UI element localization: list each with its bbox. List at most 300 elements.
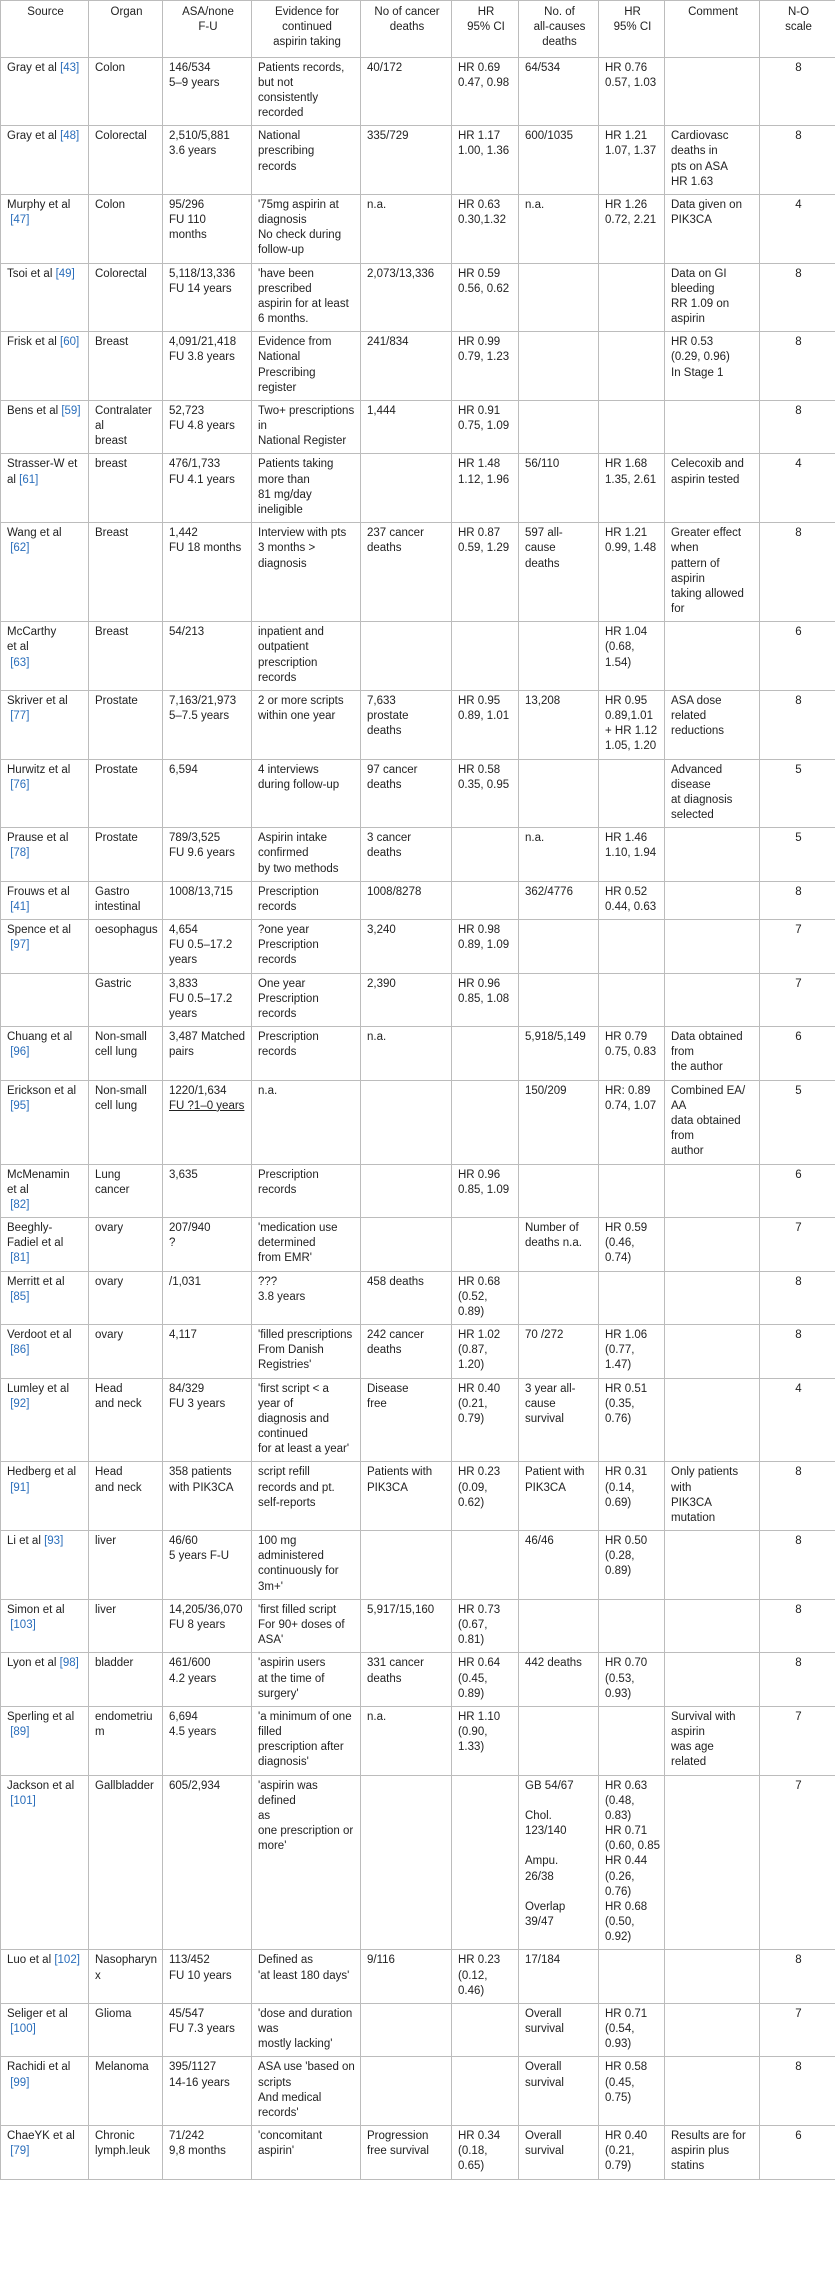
cancer-deaths-cell xyxy=(361,454,452,523)
hr-all-cause-cell xyxy=(599,1271,665,1325)
cell-line: aspirin tested xyxy=(671,473,740,486)
cell-line: PIK3CA xyxy=(367,1481,408,1494)
cell-line: diagnosis and xyxy=(258,1412,329,1425)
evidence-cell xyxy=(252,1462,361,1531)
hr-cell xyxy=(452,622,519,691)
cell-line: And medical xyxy=(258,2091,322,2104)
cell-line: years xyxy=(169,1007,198,1020)
cell-line: Spence et al xyxy=(7,924,71,937)
cancer-deaths-cell xyxy=(361,1080,452,1164)
cell-line: deaths xyxy=(367,725,402,738)
cell-line: Patients taking xyxy=(258,458,334,471)
organ-cell xyxy=(89,454,163,523)
cell-line: HR 0.40 xyxy=(458,1382,501,1395)
source-cell xyxy=(1,1218,89,1272)
cell-line: 4,117 xyxy=(169,1329,197,1342)
cell-line: Celecoxib and xyxy=(671,458,744,471)
table-row xyxy=(1,1218,835,1272)
hr-cell xyxy=(452,1653,519,1707)
header-line: HR xyxy=(624,6,641,18)
table-row xyxy=(1,1378,835,1462)
cell-line: HR 0.40 xyxy=(605,2130,648,2143)
cell-line: + HR 1.12 xyxy=(605,725,658,738)
reference-link[interactable]: [103] xyxy=(10,1618,36,1631)
cell-line: 2,390 xyxy=(367,977,396,990)
table-row xyxy=(1,622,835,691)
cell-line: HR 0.59 xyxy=(605,1222,648,1235)
all-cause-deaths-cell xyxy=(519,1218,599,1272)
cell-line: 9/116 xyxy=(367,1954,395,1967)
cell-line: Prescription records xyxy=(258,992,319,1020)
cell-line: Survival with xyxy=(671,1710,736,1723)
reference-link[interactable]: [49] xyxy=(55,267,75,280)
cell-line: 476/1,733 xyxy=(169,458,221,471)
cell-line: ovary xyxy=(95,1329,124,1342)
cell-line: 3,240 xyxy=(367,924,396,937)
cell-line: /1,031 xyxy=(169,1275,201,1288)
cell-line: 0.89) xyxy=(605,1565,632,1578)
cell-line: consistently xyxy=(258,91,319,104)
cell-line: Frouws et al xyxy=(7,885,70,898)
cell-line: intestinal xyxy=(95,900,141,913)
header-line: deaths xyxy=(389,21,425,34)
table-row xyxy=(1,1599,835,1653)
cell-line: (0.53, xyxy=(605,1672,635,1685)
cell-line: 3 cancer xyxy=(367,832,412,845)
evidence-cell xyxy=(252,263,361,332)
nos-score-cell: 7 xyxy=(760,1218,835,1272)
cell-line: 605/2,934 xyxy=(169,1779,221,1792)
cell-line: diagnosis xyxy=(258,214,307,227)
cell-line: 0.89) xyxy=(458,1305,485,1318)
cell-line: at the time of xyxy=(258,1672,325,1685)
comment-cell xyxy=(665,126,760,195)
cell-line: 'first script < a xyxy=(258,1382,329,1395)
organ-cell xyxy=(89,2126,163,2180)
all-cause-deaths-cell xyxy=(519,1462,599,1531)
cell-line: Seliger et al xyxy=(7,2007,68,2020)
cell-line: Jackson et al xyxy=(7,1779,75,1792)
hr-cell xyxy=(452,881,519,919)
cancer-deaths-cell xyxy=(361,1653,452,1707)
source-cell xyxy=(1,400,89,454)
header-line: ASA/none xyxy=(182,6,234,18)
cell-line: Wang et al xyxy=(7,527,62,540)
nos-score-cell: 8 xyxy=(760,1462,835,1531)
hr-all-cause-cell xyxy=(599,881,665,919)
reference-link[interactable]: [102] xyxy=(54,1954,80,1967)
reference-link[interactable]: [85] xyxy=(10,1290,30,1303)
header-line: F-U xyxy=(198,21,218,34)
hr-cell xyxy=(452,690,519,759)
cell-line: more' xyxy=(258,1840,287,1853)
cell-line: HR 0.63 xyxy=(458,198,501,211)
cell-line: mutation xyxy=(671,1511,716,1524)
cell-line: (0.87, xyxy=(458,1344,488,1357)
cell-line: Tsoi et al xyxy=(7,267,56,280)
cell-line: Non-small xyxy=(95,1084,147,1097)
comment-cell xyxy=(665,690,760,759)
cell-line: cancer xyxy=(95,1183,130,1196)
cell-line: 0.76) xyxy=(605,1412,632,1425)
reference-link[interactable]: [60] xyxy=(60,336,80,349)
nos-score-cell: 6 xyxy=(760,622,835,691)
cell-line: 9,8 months xyxy=(169,2145,226,2158)
cell-line: 7,633 xyxy=(367,694,396,707)
cancer-deaths-cell xyxy=(361,828,452,882)
hr-all-cause-cell xyxy=(599,1653,665,1707)
source-cell xyxy=(1,2057,89,2126)
cell-line: HR 1.06 xyxy=(605,1329,648,1342)
cell-line: endometrium xyxy=(95,1710,153,1739)
cell-line: 0.44, 0.63 xyxy=(605,900,657,913)
reference-link[interactable]: [43] xyxy=(60,61,80,74)
hr-all-cause-cell xyxy=(599,1378,665,1462)
reference-link[interactable]: [82] xyxy=(10,1198,30,1211)
reference-link[interactable]: [79] xyxy=(10,2145,30,2158)
cell-line: in xyxy=(258,420,267,433)
cell-line: self-reports xyxy=(258,1496,316,1509)
cell-line: FU 3 years xyxy=(169,1397,226,1410)
reference-link[interactable]: [92] xyxy=(10,1397,30,1410)
cell-line: (0.52, xyxy=(458,1290,488,1303)
hr-all-cause-cell xyxy=(599,828,665,882)
cell-line: 1.12, 1.96 xyxy=(458,473,510,486)
cell-line: 113/452 xyxy=(169,1954,210,1967)
reference-link[interactable]: [47] xyxy=(10,214,30,227)
cell-line: 0.79) xyxy=(605,2160,632,2173)
cell-line: 71/242 xyxy=(169,2130,205,2143)
cell-line: 5 years F-U xyxy=(169,1550,230,1563)
cell-line: determined xyxy=(258,1237,316,1250)
cell-line: HR 0.63 xyxy=(605,1779,648,1792)
cell-line: 395/1127 xyxy=(169,2061,217,2074)
comment-cell xyxy=(665,1080,760,1164)
reference-link[interactable]: [77] xyxy=(10,710,30,723)
evidence-cell xyxy=(252,1531,361,1600)
source-cell xyxy=(1,1027,89,1081)
asa-cell xyxy=(163,332,252,401)
cell-line: 242 cancer xyxy=(367,1329,424,1342)
hr-cell xyxy=(452,2003,519,2057)
cell-line: months xyxy=(169,229,207,242)
cell-line: (0.77, xyxy=(605,1344,635,1357)
cancer-deaths-cell xyxy=(361,263,452,332)
cell-line: 461/600 xyxy=(169,1657,211,1670)
cell-line: 3.6 years xyxy=(169,145,217,158)
cell-line: survival xyxy=(525,2023,564,2036)
asa-cell xyxy=(163,1271,252,1325)
hr-cell xyxy=(452,1080,519,1164)
organ-cell xyxy=(89,1027,163,1081)
cell-line: 56/110 xyxy=(525,458,560,471)
cell-line: for at least a year' xyxy=(258,1443,350,1456)
cell-line: data obtained xyxy=(671,1115,741,1127)
cell-line: 1.00, 1.36 xyxy=(458,145,510,158)
asa-cell xyxy=(163,881,252,919)
cell-line: 'a minimum of one xyxy=(258,1710,352,1723)
cell-line: PIK3CA xyxy=(525,1481,566,1494)
reference-link[interactable]: [81] xyxy=(10,1252,30,1265)
reference-link[interactable]: [41] xyxy=(10,900,30,913)
cell-line: liver xyxy=(95,1603,117,1616)
cell-line: 100 mg xyxy=(258,1535,297,1548)
cell-line: Luo et al xyxy=(7,1954,55,1967)
hr-all-cause-cell xyxy=(599,1950,665,2004)
cell-line: 4 interviews xyxy=(258,763,319,776)
cell-line: 'have been xyxy=(258,267,314,280)
cell-line: survival xyxy=(525,2076,564,2089)
reference-link[interactable]: [61] xyxy=(19,473,39,486)
cell-line: administered xyxy=(258,1550,324,1563)
cell-line: ASA dose xyxy=(671,694,722,707)
reference-link[interactable]: [62] xyxy=(10,542,30,555)
cell-line: 3m+' xyxy=(258,1580,283,1593)
source-cell xyxy=(1,57,89,126)
hr-cell xyxy=(452,920,519,974)
source-cell xyxy=(1,126,89,195)
reference-link[interactable]: [89] xyxy=(10,1726,30,1739)
cell-line: National Register xyxy=(258,435,347,448)
source-cell xyxy=(1,1462,89,1531)
cell-line: 0.93) xyxy=(605,1687,632,1700)
asa-cell xyxy=(163,1218,252,1272)
all-cause-deaths-cell xyxy=(519,194,599,263)
source-cell xyxy=(1,1378,89,1462)
cell-line: scripts xyxy=(258,2076,292,2089)
cell-line: HR 1.21 xyxy=(605,527,648,540)
organ-cell xyxy=(89,881,163,919)
hr-cell xyxy=(452,454,519,523)
cell-line: Overall xyxy=(525,2061,562,2074)
cell-line: 'filled prescriptions xyxy=(258,1329,353,1342)
cell-line: cause xyxy=(525,542,556,555)
cell-line: 0.30,1.32 xyxy=(458,214,506,227)
organ-cell xyxy=(89,973,163,1027)
cell-line: 0.79) xyxy=(458,1412,485,1425)
nos-score-cell: 8 xyxy=(760,690,835,759)
cell-line: from EMR' xyxy=(258,1252,312,1265)
cell-line: HR 0.44 xyxy=(605,1855,648,1868)
cell-line: HR 0.64 xyxy=(458,1657,501,1670)
cell-line: 54/213 xyxy=(169,626,205,639)
cell-line: 'concomitant xyxy=(258,2130,323,2143)
reference-link[interactable]: [97] xyxy=(10,939,30,952)
nos-score-cell: 8 xyxy=(760,1325,835,1379)
asa-cell xyxy=(163,759,252,828)
cell-line: Prescribing register xyxy=(258,366,316,394)
reference-link[interactable]: [96] xyxy=(10,1046,30,1059)
asa-cell xyxy=(163,2126,252,2180)
cell-line: Gray et al xyxy=(7,130,61,143)
reference-link[interactable]: [48] xyxy=(60,130,80,143)
cell-line: more than xyxy=(258,473,310,486)
cancer-deaths-cell xyxy=(361,759,452,828)
cell-line: Frisk et al xyxy=(7,336,61,349)
hr-all-cause-cell xyxy=(599,454,665,523)
reference-link[interactable]: [78] xyxy=(10,847,30,860)
cell-line: 237 cancer xyxy=(367,527,424,540)
cell-line: (0.12, xyxy=(458,1969,488,1982)
organ-cell xyxy=(89,1599,163,1653)
all-cause-deaths-cell xyxy=(519,2057,599,2126)
evidence-cell xyxy=(252,2126,361,2180)
comment-cell xyxy=(665,194,760,263)
cell-line: from xyxy=(671,1046,694,1059)
all-cause-deaths-cell xyxy=(519,454,599,523)
reference-link[interactable]: [91] xyxy=(10,1481,30,1494)
cancer-deaths-cell xyxy=(361,1218,452,1272)
organ-cell xyxy=(89,1325,163,1379)
organ-cell xyxy=(89,1462,163,1531)
cancer-deaths-cell xyxy=(361,881,452,919)
asa-cell xyxy=(163,2003,252,2057)
cell-line: during follow-up xyxy=(258,778,340,791)
comment-cell xyxy=(665,920,760,974)
all-cause-deaths-cell xyxy=(519,1325,599,1379)
cell-line xyxy=(525,1839,594,1854)
cell-line: Prescription records xyxy=(258,939,319,967)
cell-line: liver xyxy=(95,1535,117,1548)
cell-line: deaths xyxy=(525,557,560,570)
cell-line: inpatient and xyxy=(258,626,324,639)
cell-line: HR 0.50 xyxy=(605,1535,648,1548)
cell-line: McMenamin xyxy=(7,1168,70,1181)
reference-link[interactable]: [63] xyxy=(10,656,30,669)
cell-line: 0.79, 1.23 xyxy=(458,351,510,364)
organ-cell xyxy=(89,332,163,401)
cell-line: (0.46, xyxy=(605,1237,635,1250)
table-row xyxy=(1,57,835,126)
cancer-deaths-cell xyxy=(361,1775,452,1950)
cell-line: 0.62) xyxy=(458,1496,485,1509)
nos-score-cell: 5 xyxy=(760,1080,835,1164)
table-row xyxy=(1,1950,835,2004)
comment-cell xyxy=(665,881,760,919)
cell-line: aspirin' xyxy=(258,2145,295,2158)
cell-line: recorded xyxy=(258,107,304,120)
cell-line: 'aspirin users xyxy=(258,1657,326,1670)
organ-cell xyxy=(89,1531,163,1600)
hr-all-cause-cell xyxy=(599,1080,665,1164)
header-cancer-deaths xyxy=(361,1,452,58)
asa-cell xyxy=(163,454,252,523)
cell-line: Rachidi et al xyxy=(7,2061,71,2074)
cell-line: FU 8 years xyxy=(169,1618,226,1631)
reference-link[interactable]: [99] xyxy=(10,2076,30,2089)
reference-link[interactable]: [98] xyxy=(59,1657,79,1670)
hr-cell xyxy=(452,523,519,622)
cell-line: Prescription records xyxy=(258,1031,319,1059)
cell-line: 241/834 xyxy=(367,336,409,349)
cell-line: Sperling et al xyxy=(7,1710,75,1723)
organ-cell xyxy=(89,920,163,974)
cell-line: Merritt et al xyxy=(7,1275,65,1288)
hr-cell xyxy=(452,828,519,882)
header-line: Source xyxy=(27,6,64,18)
cell-line: Gray et al xyxy=(7,61,61,74)
cell-line: lymph.leuk xyxy=(95,2145,150,2158)
cell-line: HR 0.76 xyxy=(605,61,648,74)
header-line: N-O xyxy=(787,6,810,18)
reference-link[interactable]: [86] xyxy=(10,1344,30,1357)
reference-link[interactable]: [59] xyxy=(61,404,81,417)
source-cell xyxy=(1,828,89,882)
cell-line: GB 54/67 xyxy=(525,1779,574,1792)
cell-line: 597 all- xyxy=(525,527,563,540)
cell-line: Cardiovasc xyxy=(671,130,729,143)
all-cause-deaths-cell xyxy=(519,1950,599,2004)
organ-cell xyxy=(89,263,163,332)
cell-line: Strasser-W et xyxy=(7,458,78,471)
hr-all-cause-cell xyxy=(599,2003,665,2057)
all-cause-deaths-cell xyxy=(519,1027,599,1081)
cell-line: as xyxy=(258,1809,271,1822)
all-cause-deaths-cell xyxy=(519,126,599,195)
table-row xyxy=(1,1462,835,1531)
organ-cell xyxy=(89,1950,163,2004)
source-cell xyxy=(1,1164,89,1218)
reference-link[interactable]: [95] xyxy=(10,1099,30,1112)
cancer-deaths-cell xyxy=(361,2003,452,2057)
cell-line: HR 0.68 xyxy=(458,1275,501,1288)
cell-line: HR 1.21 xyxy=(605,130,648,143)
evidence-cell xyxy=(252,1271,361,1325)
asa-cell xyxy=(163,1950,252,2004)
cell-line: oesophagus xyxy=(95,924,158,937)
cell-line: breast xyxy=(95,458,127,471)
reference-link[interactable]: [76] xyxy=(10,778,30,791)
evidence-cell xyxy=(252,126,361,195)
source-cell xyxy=(1,454,89,523)
all-cause-deaths-cell xyxy=(519,622,599,691)
cell-line: Head xyxy=(95,1382,123,1395)
cell-line: HR 0.58 xyxy=(458,763,501,776)
cell-line: Lung xyxy=(95,1168,121,1181)
cell-line: In Stage 1 xyxy=(671,366,724,379)
cell-line: Chuang et al xyxy=(7,1031,73,1044)
cell-line: (0.26, xyxy=(605,1870,635,1883)
cell-line: 0.89) xyxy=(458,1687,485,1700)
cancer-deaths-cell xyxy=(361,194,452,263)
cell-line: 17/184 xyxy=(525,1954,561,1967)
cell-line: 6 months. xyxy=(258,313,309,326)
cell-line: 789/3,525 xyxy=(169,832,221,845)
table-row xyxy=(1,1775,835,1950)
cell-line: 0.59, 1.29 xyxy=(458,542,510,555)
cell-line: 7,163/21,973 xyxy=(169,694,237,707)
source-cell xyxy=(1,1531,89,1600)
reference-link[interactable]: [93] xyxy=(44,1535,64,1548)
cell-line: National xyxy=(258,351,301,364)
all-cause-deaths-cell xyxy=(519,2126,599,2180)
cell-line: HR 0.96 xyxy=(458,977,501,990)
table-row xyxy=(1,194,835,263)
cell-line: Colorectal xyxy=(95,267,147,280)
cell-line: RR 1.09 on xyxy=(671,297,730,310)
cell-line: HR 1.46 xyxy=(605,832,648,845)
source-cell xyxy=(1,194,89,263)
reference-link[interactable]: [101] xyxy=(10,1794,36,1807)
cell-line: 0.74, 1.07 xyxy=(605,1099,657,1112)
table-body xyxy=(1,57,835,2179)
cell-line: HR 1.68 xyxy=(605,458,648,471)
comment-cell xyxy=(665,622,760,691)
asa-cell xyxy=(163,1080,252,1164)
reference-link[interactable]: [100] xyxy=(10,2023,36,2036)
header-line: 95% CI xyxy=(467,21,505,34)
cell-line: Gastro xyxy=(95,885,130,898)
